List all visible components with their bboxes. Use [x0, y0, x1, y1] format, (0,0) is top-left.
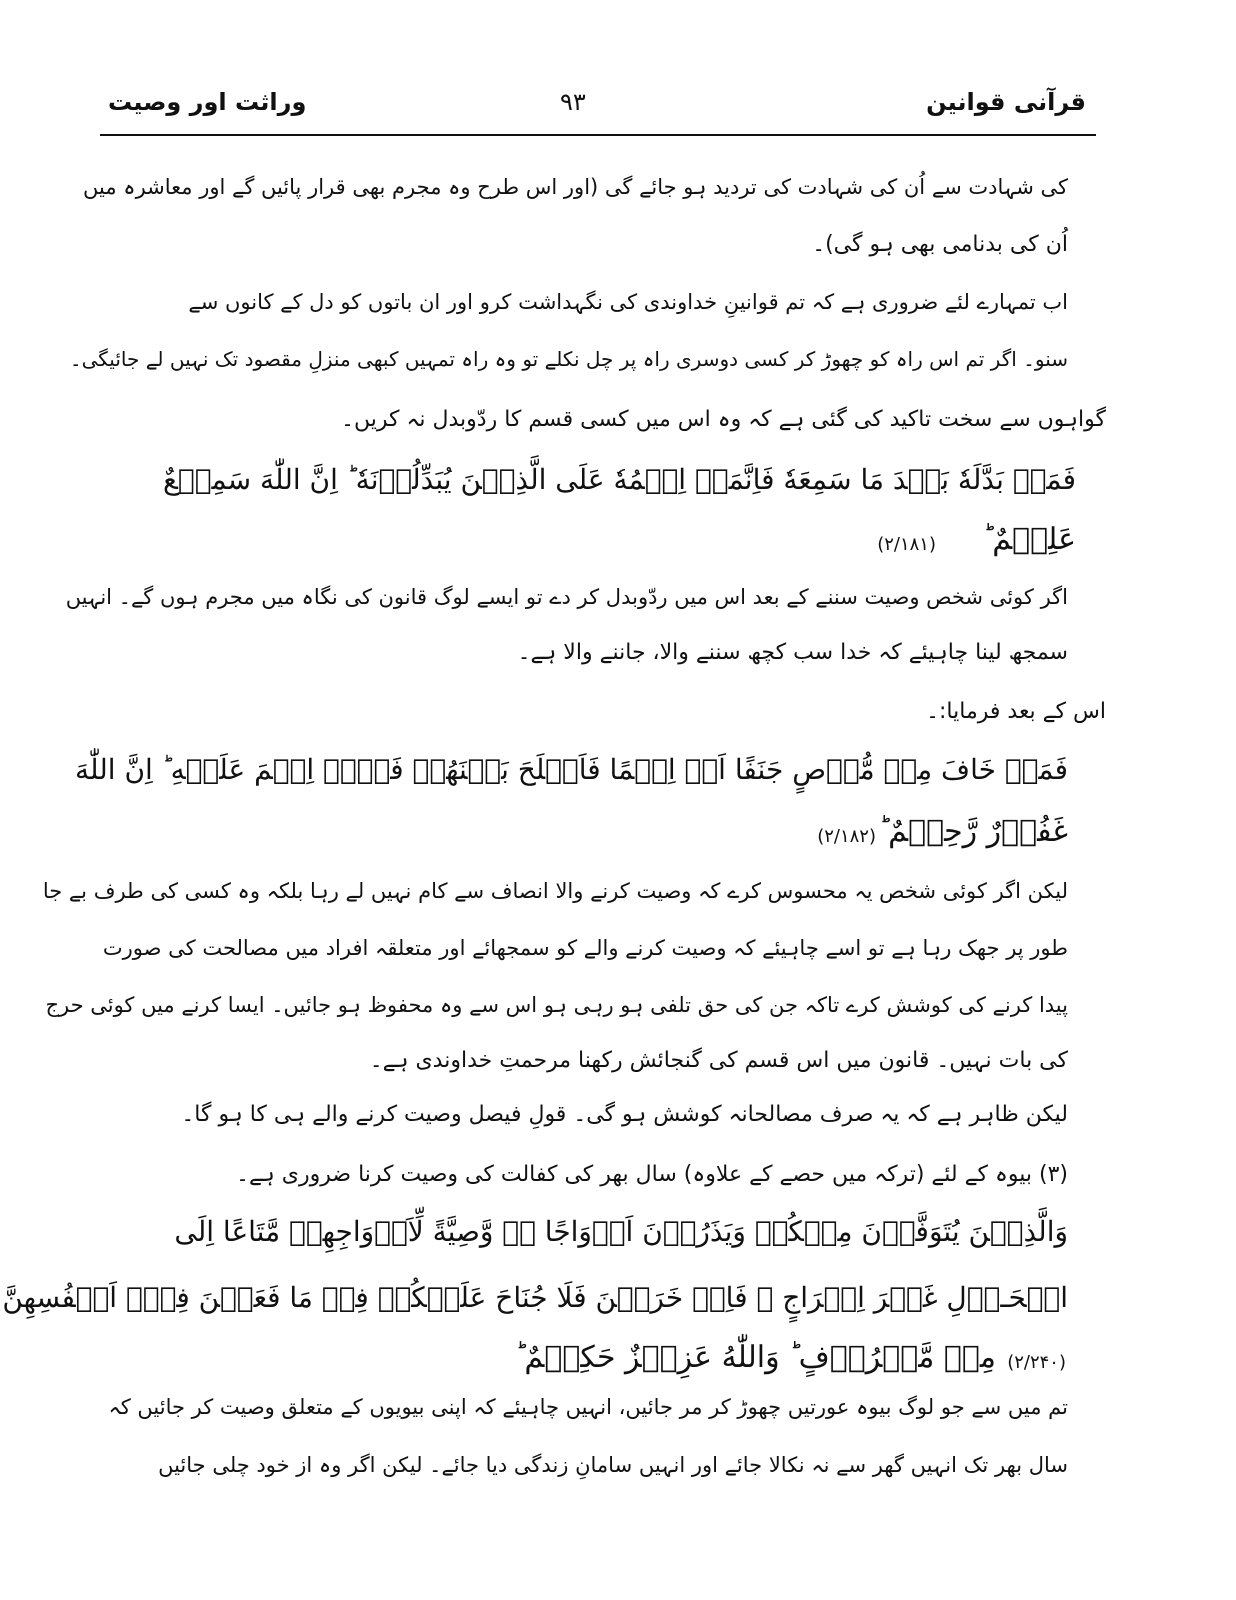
chapter-title: وراثت اور وصیت	[108, 88, 307, 116]
verse-line: الۡحَـوۡلِ غَيۡرَ اِخۡرَاجٍ ۚ فَاِنۡ خَرَجۡنَ فَلَا جُنَاحَ عَلَيۡكُمۡ فِىۡ مَا فَعَلۡنَ فِىۡۤ اَنۡفُسِهِنَّ	[2, 1281, 1068, 1314]
verse-line: غَفُوۡرٌ رَّحِيۡمٌ ؕ	[878, 814, 1068, 849]
text-line: کی شہادت سے اُن کی شہادت کی تردید ہو جائے گی (اور اس طرح وہ مجرم بھی قرار پائیں گے اور معاشرہ میں	[83, 175, 1068, 199]
text-line: (۳) بیوہ کے لئے (ترکہ میں حصے کے علاوہ) سال بھر کی کفالت کی وصیت کرنا ضروری ہے۔	[236, 1162, 1068, 1187]
verse-reference: (۲/۱۸۱)	[877, 534, 936, 555]
text-line: تم میں سے جو لوگ بیوہ عورتیں چھوڑ کر مر جائیں، انہیں چاہیئے کہ اپنی بیویوں کے متعلق وصیت کر جائیں کہ	[108, 1395, 1068, 1419]
page-number: ۹۳	[560, 88, 586, 116]
verse-line: عَلِيۡمٌ ؕ	[982, 522, 1076, 557]
verse-line: وَالَّذِيۡنَ يُتَوَفَّوۡنَ مِنۡكُمۡ وَيَذَرُوۡنَ اَزۡوَاجًا ۖۚ وَّصِيَّةً لِّاَزۡوَاجِهِمۡ مَّتَاعًا اِلَى	[174, 1215, 1068, 1248]
text-line: لیکن اگر کوئی شخص یہ محسوس کرے کہ وصیت کرنے والا انصاف سے کام نہیں لے رہا بلکہ وہ کسی کی طرف بے جا	[42, 879, 1068, 903]
text-line: طور پر جھک رہا ہے تو اسے چاہیئے کہ وصیت کرنے والے کو سمجھائے اور متعلقہ افراد میں مصالحت کی صورت	[102, 936, 1068, 960]
text-line: سمجھ لینا چاہیئے کہ خدا سب کچھ سننے والا، جاننے والا ہے۔	[517, 640, 1068, 665]
text-line: لیکن ظاہر ہے کہ یہ صرف مصالحانہ کوشش ہو گی۔ قولِ فیصل وصیت کرنے والے ہی کا ہو گا۔	[181, 1102, 1068, 1127]
text-line: اب تمہارے لئے ضروری ہے کہ تم قوانینِ خداوندی کی نگہداشت کرو اور ان باتوں کو دل کے کانوں سے	[188, 290, 1068, 314]
verse-line: مِنۡ مَّعۡرُوۡفٍ ؕ وَاللّٰهُ عَزِيۡزٌ حَكِيۡمٌ ؕ	[514, 1340, 996, 1375]
verse-reference: (۲/۱۸۲)	[817, 826, 876, 847]
text-line: سنو۔ اگر تم اس راہ کو چھوڑ کر کسی دوسری راہ پر چل نکلے تو وہ راہ تمہیں کبھی منزلِ مقصود تک نہیں لے جائیگی۔	[69, 347, 1068, 371]
text-line: سال بھر تک انہیں گھر سے نہ نکالا جائے اور انہیں سامانِ زندگی دیا جائے۔ لیکن اگر وہ از خود چلی جائیں	[158, 1453, 1068, 1477]
text-line: کی بات نہیں۔ قانون میں اس قسم کی گنجائش رکھنا مرحمتِ خداوندی ہے۔	[369, 1048, 1068, 1073]
header-rule	[100, 134, 1096, 136]
verse-reference: (۲/۲۴۰)	[1007, 1352, 1066, 1373]
text-line: اس کے بعد فرمایا:۔	[926, 699, 1106, 724]
text-line: اُن کی بدنامی بھی ہو گی)۔	[812, 232, 1068, 257]
text-line: اگر کوئی شخص وصیت سننے کے بعد اس میں ردّوبدل کر دے تو ایسے لوگ قانون کی نگاہ میں مجرم ہوں گے۔ انہیں	[65, 585, 1068, 609]
text-line: پیدا کرنے کی کوشش کرے تاکہ جن کی حق تلفی ہو رہی ہو اس سے وہ محفوظ ہو جائیں۔ ایسا کرنے میں کوئی حرج	[45, 993, 1068, 1017]
text-line: گواہوں سے سخت تاکید کی گئی ہے کہ وہ اس میں کسی قسم کا ردّوبدل نہ کریں۔	[341, 407, 1106, 432]
book-title: قرآنی قوانین	[926, 88, 1086, 116]
verse-line: فَمَنۡ خَافَ مِنۡ مُّوۡصٍ جَنَفًا اَوۡ اِثۡمًا فَاَصۡلَحَ بَيۡنَهُمۡ فَلَاۤ اِثۡمَ عَلَيۡهِ ؕ اِنَّ اللّٰهَ	[74, 753, 1068, 786]
verse-line: فَمَنۡ بَدَّلَهٗ بَعۡدَ مَا سَمِعَهٗ فَاِنَّمَاۤ اِثۡمُهٗ عَلَى الَّذِيۡنَ يُبَدِّلُوۡنَهٗ ؕ اِنَّ اللّٰهَ سَمِيۡعٌ	[162, 463, 1076, 496]
